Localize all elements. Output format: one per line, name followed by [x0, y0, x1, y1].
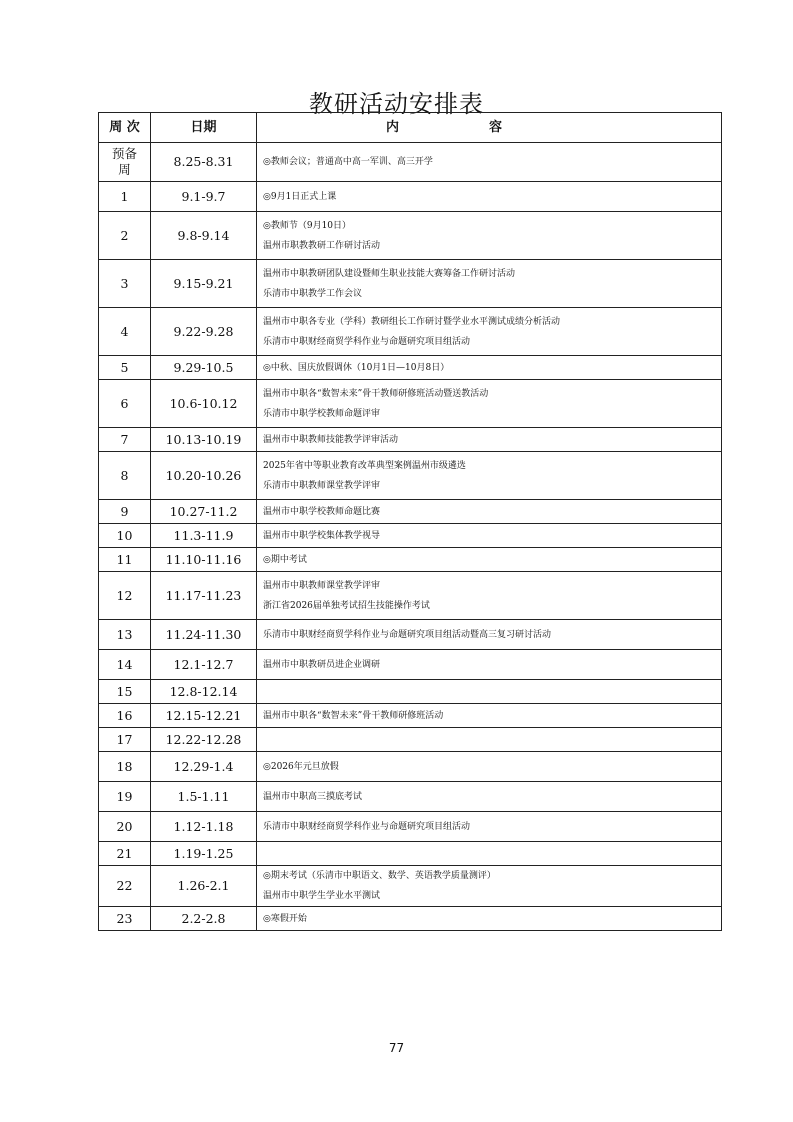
table-row: [99, 212, 722, 260]
table-row: [99, 752, 722, 782]
week-cell: 预备周: [99, 143, 151, 182]
date-cell: 12.1-12.7: [151, 650, 257, 680]
content-cell: [257, 782, 722, 812]
table-row: [99, 356, 722, 380]
table-header-row: [99, 113, 722, 143]
content-line: 温州市中职教师技能教学评审活动: [263, 434, 399, 445]
content-line: 温州市中职教研团队建设暨师生职业技能大赛筹备工作研讨活动: [263, 268, 516, 279]
date-cell: 1.19-1.25: [151, 842, 257, 866]
content-cell: [257, 812, 722, 842]
content-line: ◎教师节（9月10日）: [263, 220, 352, 231]
table-row: [99, 260, 722, 308]
table-row: [99, 572, 722, 620]
content-cell: [257, 182, 722, 212]
content-cell: [257, 650, 722, 680]
week-cell: 11: [99, 548, 151, 572]
header-date: 日期: [151, 113, 257, 143]
table-row: [99, 620, 722, 650]
content-cell: [257, 842, 722, 866]
date-cell: 1.26-2.1: [151, 866, 257, 907]
date-cell: 10.20-10.26: [151, 452, 257, 500]
table-row: [99, 308, 722, 356]
week-cell: 16: [99, 704, 151, 728]
table-row: [99, 650, 722, 680]
date-cell: 11.3-11.9: [151, 524, 257, 548]
content-line: 温州市中职学校集体教学视导: [263, 530, 381, 541]
content-cell: [257, 452, 722, 500]
content-line: 乐清市中职教师课堂教学评审: [263, 480, 381, 491]
page-number: 77: [388, 1041, 405, 1055]
date-cell: 2.2-2.8: [151, 907, 257, 931]
table-row: [99, 428, 722, 452]
content-line: ◎教师会议；普通高中高一军训、高三开学: [263, 157, 433, 167]
content-line: 乐清市中职财经商贸学科作业与命题研究项目组活动暨高三复习研讨活动: [263, 629, 552, 640]
week-cell: 13: [99, 620, 151, 650]
content-cell: [257, 143, 722, 182]
content-line: 温州市中职学生学业水平测试: [263, 891, 381, 901]
week-cell: 10: [99, 524, 151, 548]
content-line: ◎2026年元旦放假: [263, 761, 339, 772]
table-row: [99, 524, 722, 548]
date-cell: 9.1-9.7: [151, 182, 257, 212]
content-cell: [257, 380, 722, 428]
table-row: [99, 500, 722, 524]
table-row: [99, 728, 722, 752]
week-cell: 12: [99, 572, 151, 620]
week-cell: 19: [99, 782, 151, 812]
content-line: 温州市中职各“数智未来”骨干教师研修班活动: [263, 710, 444, 721]
content-line: ◎期中考试: [263, 554, 307, 565]
schedule-table: [98, 112, 722, 931]
content-cell: [257, 752, 722, 782]
content-cell: [257, 907, 722, 931]
week-cell: 18: [99, 752, 151, 782]
content-line: 温州市中职教师课堂教学评审: [263, 580, 381, 591]
content-cell: [257, 500, 722, 524]
content-line: 乐清市中职学校教师命题评审: [263, 408, 381, 419]
table-row: [99, 380, 722, 428]
content-cell: [257, 212, 722, 260]
content-line: 温州市中职各专业（学科）教研组长工作研讨暨学业水平测试成绩分析活动: [263, 316, 561, 327]
content-cell: [257, 704, 722, 728]
content-line: 温州市中职学校教师命题比赛: [263, 506, 381, 517]
content-line: 乐清市中职财经商贸学科作业与命题研究项目组活动: [263, 336, 471, 347]
date-cell: 12.8-12.14: [151, 680, 257, 704]
table-row: [99, 842, 722, 866]
header-week: 周 次: [99, 113, 151, 143]
date-cell: 9.15-9.21: [151, 260, 257, 308]
date-cell: 12.15-12.21: [151, 704, 257, 728]
table-row: [99, 866, 722, 907]
table-row: [99, 548, 722, 572]
date-cell: 10.6-10.12: [151, 380, 257, 428]
date-cell: 11.17-11.23: [151, 572, 257, 620]
week-cell: 2: [99, 212, 151, 260]
week-cell: 4: [99, 308, 151, 356]
page-title: 教研活动安排表: [309, 90, 484, 118]
week-cell: 22: [99, 866, 151, 907]
week-cell: 1: [99, 182, 151, 212]
table-row: [99, 452, 722, 500]
date-cell: 10.13-10.19: [151, 428, 257, 452]
content-cell: [257, 572, 722, 620]
week-cell: 14: [99, 650, 151, 680]
week-cell: 20: [99, 812, 151, 842]
week-cell: 21: [99, 842, 151, 866]
content-line: 乐清市中职财经商贸学科作业与命题研究项目组活动: [263, 821, 471, 832]
content-line: 温州市中职高三摸底考试: [263, 791, 363, 802]
content-line: 乐清市中职教学工作会议: [263, 288, 363, 299]
week-cell: 5: [99, 356, 151, 380]
table-row: [99, 812, 722, 842]
date-cell: 12.22-12.28: [151, 728, 257, 752]
date-cell: 1.12-1.18: [151, 812, 257, 842]
content-cell: [257, 524, 722, 548]
date-cell: 9.8-9.14: [151, 212, 257, 260]
table-row: [99, 182, 722, 212]
content-cell: [257, 728, 722, 752]
content-line: ◎中秋、国庆放假调休（10月1日—10月8日）: [263, 362, 450, 373]
week-cell: 17: [99, 728, 151, 752]
week-cell: 9: [99, 500, 151, 524]
date-cell: 10.27-11.2: [151, 500, 257, 524]
content-cell: [257, 260, 722, 308]
table-row: [99, 782, 722, 812]
week-cell: 3: [99, 260, 151, 308]
content-line: 2025年省中等职业教育改革典型案例温州市级遴选: [263, 460, 466, 471]
date-cell: 9.29-10.5: [151, 356, 257, 380]
content-line: ◎期末考试（乐清市中职语文、数学、英语教学质量测评）: [263, 871, 496, 881]
content-line: 浙江省2026届单独考试招生技能操作考试: [263, 600, 430, 611]
content-line: 温州市中职各“数智未来”骨干教师研修班活动暨送教活动: [263, 388, 489, 399]
week-cell: 7: [99, 428, 151, 452]
content-cell: [257, 866, 722, 907]
content-cell: [257, 428, 722, 452]
content-cell: [257, 620, 722, 650]
date-cell: 8.25-8.31: [151, 143, 257, 182]
content-line: 温州市中职教研员进企业调研: [263, 659, 381, 670]
date-cell: 11.10-11.16: [151, 548, 257, 572]
content-cell: [257, 356, 722, 380]
content-cell: [257, 680, 722, 704]
content-line: ◎寒假开始: [263, 913, 307, 924]
content-cell: [257, 308, 722, 356]
table-row: [99, 907, 722, 931]
week-cell: 6: [99, 380, 151, 428]
date-cell: 9.22-9.28: [151, 308, 257, 356]
header-content: 内容: [257, 113, 722, 143]
date-cell: 1.5-1.11: [151, 782, 257, 812]
content-line: ◎9月1日正式上课: [263, 191, 337, 202]
content-cell: [257, 548, 722, 572]
week-cell: 23: [99, 907, 151, 931]
content-line: 温州市职教教研工作研讨活动: [263, 240, 381, 251]
table-row: [99, 704, 722, 728]
date-cell: 11.24-11.30: [151, 620, 257, 650]
date-cell: 12.29-1.4: [151, 752, 257, 782]
table-row: [99, 680, 722, 704]
table-row: [99, 143, 722, 182]
week-cell: 8: [99, 452, 151, 500]
week-cell: 15: [99, 680, 151, 704]
